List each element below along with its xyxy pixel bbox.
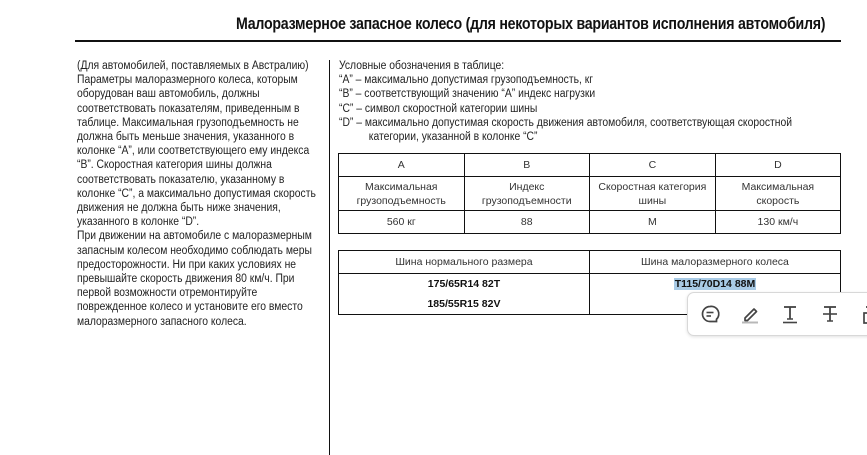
header-spare-tire: Шина малоразмерного колеса (589, 251, 840, 274)
spec-letter-d: D (715, 154, 840, 177)
legend-item-d: “D” – максимально допустимая скорость движения автомобиля, соответствующая скоростной (339, 116, 793, 129)
paragraph-region: (Для автомобилей, поставляемых в Австралию) (77, 60, 309, 72)
spec-desc-max-load (339, 177, 465, 211)
spec-value-load-index: 88 (464, 211, 590, 234)
spec-desc-max-speed (715, 177, 840, 211)
highlighter-icon[interactable] (739, 303, 761, 325)
header-normal-tire: Шина нормального размера (339, 251, 590, 274)
text-box-icon[interactable] (860, 303, 867, 325)
spec-table (338, 153, 841, 234)
legend-item-a: “A” – максимально допустимая грузоподъемность, кг (339, 74, 594, 87)
title-rule (75, 40, 841, 42)
selection-toolbar (687, 292, 867, 336)
strikethrough-icon[interactable] (819, 303, 841, 325)
normal-size-1: 175/65R14 82T (427, 278, 501, 290)
legend-item-d-continuation: категории, указанной в колонке “C” (368, 131, 538, 144)
spec-letter-b: B (464, 154, 590, 177)
underline-icon[interactable] (779, 303, 801, 325)
comment-icon[interactable] (699, 303, 721, 325)
column-divider (329, 60, 330, 455)
spec-desc-text: Максимальная грузоподъемность (356, 180, 446, 207)
spec-desc-load-index (464, 177, 590, 211)
normal-size-2: 185/55R15 82V (427, 298, 501, 310)
paragraph-parameters: Параметры малоразмерного колеса, которым оборудован ваш автомобиль, должны соответствовать показателям, приведенным в таблице. Максимальная грузоподъемность не должна быть меньше значения, указанного в колонке “A”, или соответствующего ему индекса “B”. Скоростная категория шины должна соответствовать показателю, указанному в колонке “C”, а максимально допустимая скорость движения не должна быть ниже значения, указанного в колонке “D”. (77, 74, 316, 229)
spec-value-speed-category: M (590, 211, 716, 234)
spec-desc-text: Максимальная скорость (741, 180, 815, 207)
spec-letter-c: C (590, 154, 716, 177)
spec-value-max-speed: 130 км/ч (715, 211, 840, 234)
spec-desc-speed-category (590, 177, 716, 211)
tire-header-row (339, 251, 841, 274)
spec-desc-text: Скоростная категория шины (598, 180, 707, 207)
spec-description-row (339, 177, 841, 211)
page-title: Малоразмерное запасное колесо (для некоторых вариантов исполнения автомобиля) (236, 15, 826, 33)
selected-spare-size[interactable]: T115/70D14 88M (674, 278, 756, 290)
legend-item-c: “C” – символ скоростной категории шины (339, 102, 538, 115)
spec-value-max-load: 560 кг (339, 211, 465, 234)
legend-heading: Условные обозначения в таблице: (339, 60, 505, 72)
left-column-text (77, 59, 320, 329)
spec-letter-a: A (339, 154, 465, 177)
paragraph-caution: При движении на автомобиле с малоразмерным запасным колесом необходимо соблюдать меры предосторожности. Ни при каких условиях не превышайте скорость движения 80 км/ч. При первой возможности отремонтируйте поврежденное колесо и установите его вместо малоразмерного запасного колеса. (77, 230, 312, 328)
normal-tire-sizes (339, 274, 590, 315)
legend-item-b: “B” – соответствующий значению “A” индекс нагрузки (339, 88, 596, 101)
spec-desc-text: Индекс грузоподъемности (481, 180, 572, 207)
table-legend (339, 59, 843, 144)
spec-value-row (339, 211, 841, 234)
spec-letter-row (339, 154, 841, 177)
